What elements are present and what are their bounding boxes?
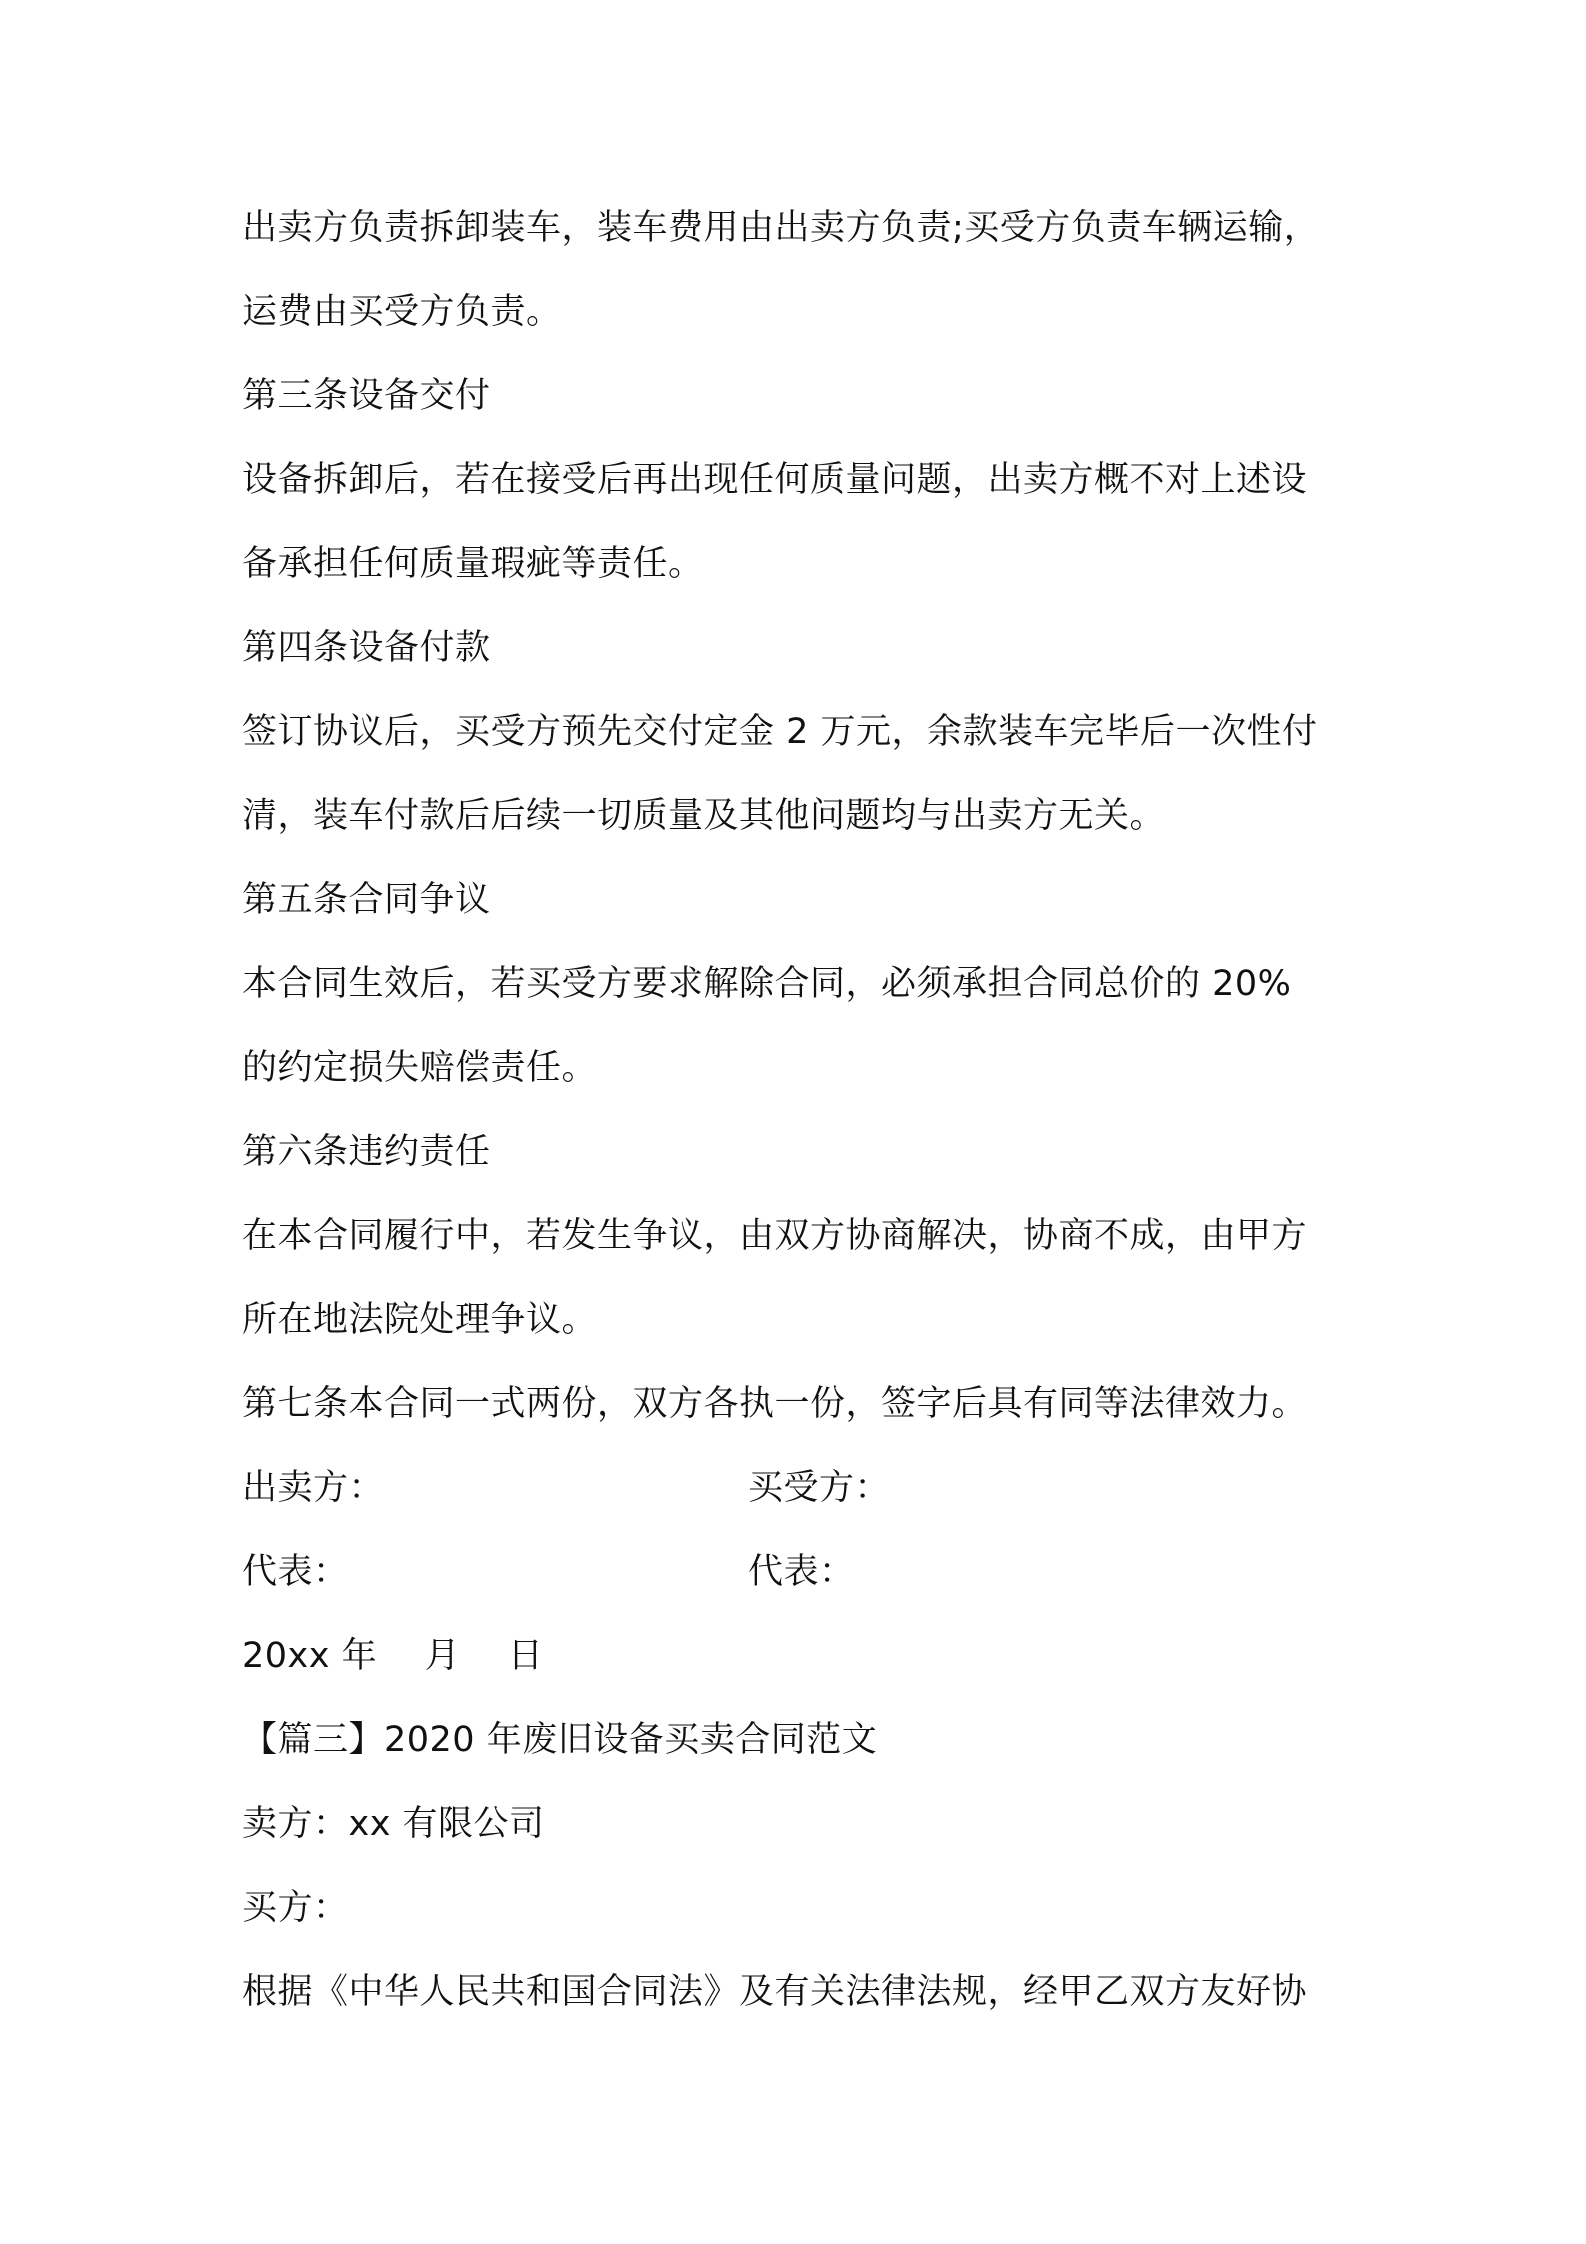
article-7-line: 第七条本合同一式两份，双方各执一份，签字后具有同等法律效力。 [242,1384,1308,1424]
article-5-line-1: 本合同生效后，若买受方要求解除合同，必须承担合同总价的 20% [242,964,1292,1004]
article-4-line-2: 清，装车付款后后续一切质量及其他问题均与出卖方无关。 [242,796,1166,836]
article-6-line-2: 所在地法院处理争议。 [242,1300,598,1340]
article-6-line-1: 在本合同履行中，若发生争议，由双方协商解决，协商不成，由甲方 [242,1216,1308,1256]
contract-intro-line: 根据《中华人民共和国合同法》及有关法律法规，经甲乙双方友好协 [242,1972,1308,2012]
article-5-line-2: 的约定损失赔偿责任。 [242,1048,598,1088]
article-4-title: 第四条设备付款 [242,628,491,668]
transport-clause-line-1: 出卖方负责拆卸装车，装车费用由出卖方负责;买受方负责车辆运输， [242,208,1320,248]
article-3-line-1: 设备拆卸后，若在接受后再出现任何质量问题，出卖方概不对上述设 [242,460,1308,500]
buyer-representative-label: 代表： [748,1552,855,1592]
article-6-title: 第六条违约责任 [242,1132,491,1172]
section-3-heading: 【篇三】2020 年废旧设备买卖合同范文 [242,1720,878,1760]
article-3-title: 第三条设备交付 [242,376,491,416]
article-4-line-1: 签订协议后，买受方预先交付定金 2 万元，余款装车完毕后一次性付 [242,712,1318,752]
article-3-line-2: 备承担任何质量瑕疵等责任。 [242,544,704,584]
article-5-title: 第五条合同争议 [242,880,491,920]
date-day: 日 [507,1636,544,1676]
buyer-party-line: 买方： [242,1888,349,1928]
seller-signature-label: 出卖方： [242,1468,385,1508]
seller-representative-label: 代表： [242,1552,349,1592]
signing-date [242,1634,1362,1678]
transport-clause-line-2: 运费由买受方负责。 [242,292,562,332]
buyer-signature-label: 买受方： [748,1468,891,1508]
date-month: 月 [424,1636,461,1676]
date-year: 20xx 年 [242,1636,378,1676]
seller-party-line: 卖方：xx 有限公司 [242,1804,545,1844]
